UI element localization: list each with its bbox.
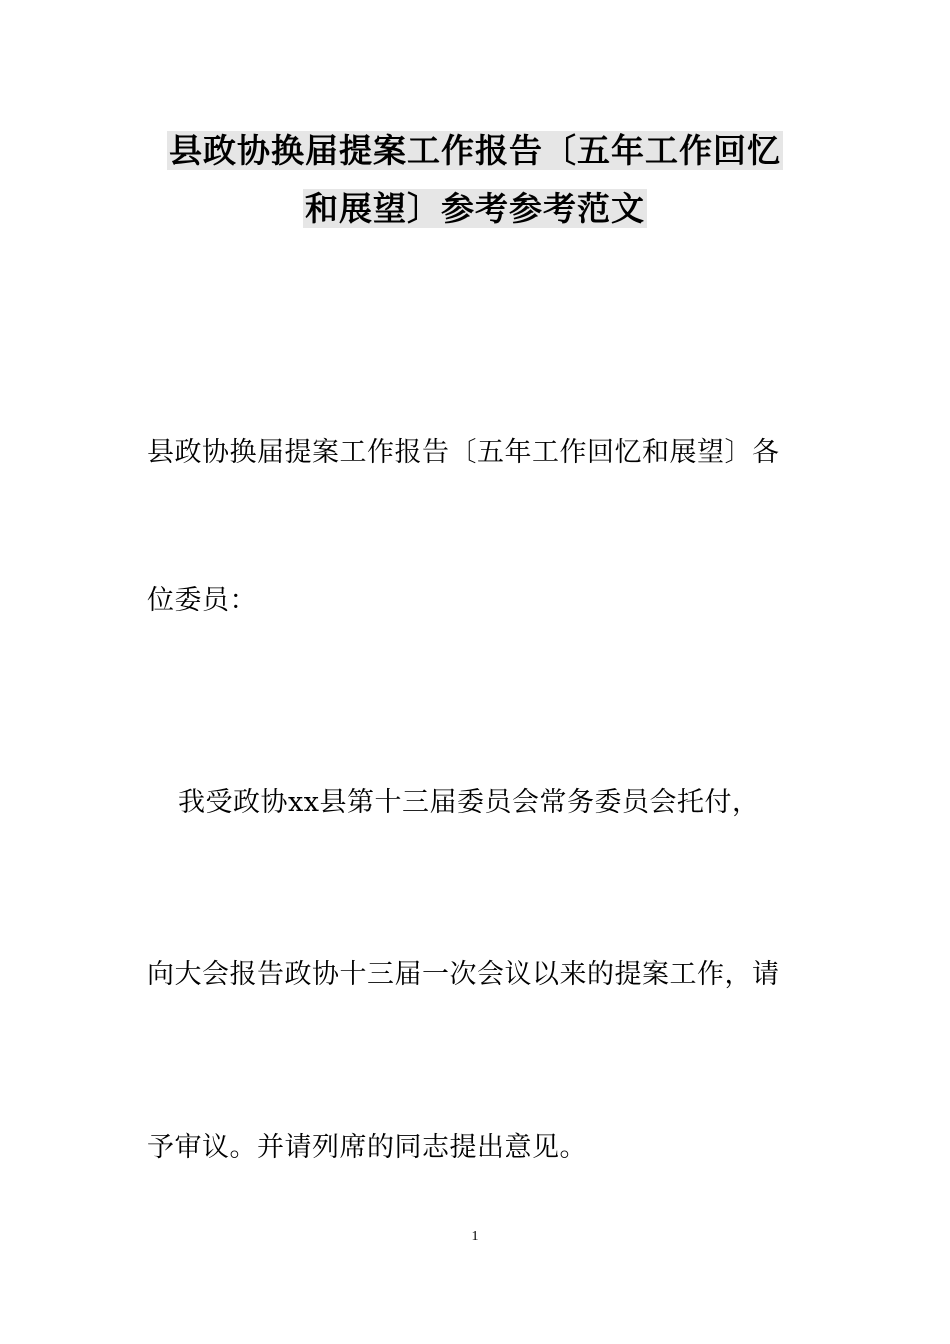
paragraph-line: 位委员： — [147, 585, 257, 616]
paragraph-line: 向大会报告政协十三届一次会议以来的提案工作，请 — [147, 959, 780, 990]
document-title-line-1 — [0, 128, 950, 174]
document-title-line-2 — [0, 186, 950, 232]
paragraph-line: 予审议。并请列席的同志提出意见。 — [147, 1132, 587, 1163]
title-text-1: 县政协换届提案工作报告〔五年工作回忆 — [169, 131, 781, 170]
paragraph-line: 我受政协xx县第十三届委员会常务委员会托付， — [178, 787, 760, 818]
title-text-2: 和展望〕参考参考范文 — [305, 189, 645, 228]
paragraph-line: 县政协换届提案工作报告〔五年工作回忆和展望〕各 — [147, 437, 780, 468]
page-number: 1 — [471, 1229, 479, 1244]
